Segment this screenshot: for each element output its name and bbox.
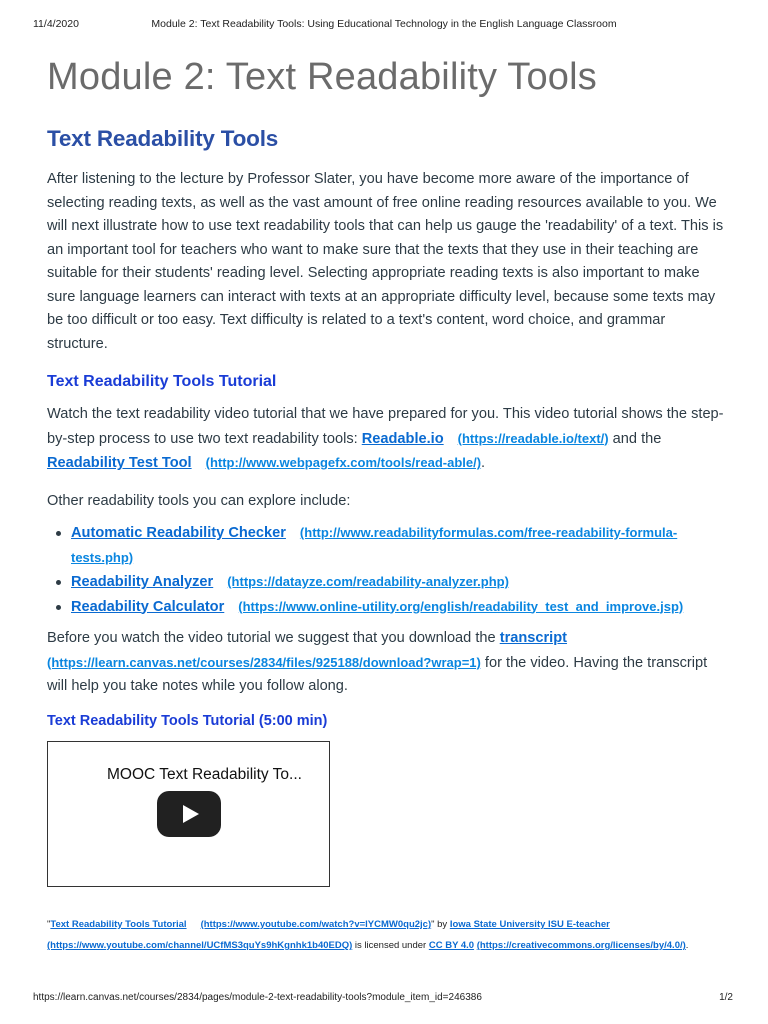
video-attribution [47,914,737,956]
attribution-author-link[interactable]: Iowa State University ISU E-teacher [449,919,610,930]
tutorial-heading: Text Readability Tools Tutorial [47,373,277,390]
readability-test-tool-link[interactable]: Readability Test Tool [47,455,192,471]
attribution-open-quote: " [47,919,51,930]
attribution-license-text: is licensed under [352,940,429,951]
list-item [47,570,727,595]
print-page-number: 1/2 [719,992,733,1003]
automatic-readability-checker-link[interactable]: Automatic Readability Checker [71,525,286,541]
readability-calculator-link[interactable]: Readability Calculator [71,598,225,615]
play-icon[interactable] [157,791,221,837]
watch-text-after: . [481,455,486,471]
video-heading: Text Readability Tools Tutorial (5:00 min) [47,712,328,729]
readability-analyzer-url-link[interactable]: (https://datayze.com/readability-analyzer.php) [227,574,509,589]
list-item [47,595,727,620]
attribution-end-text: . [685,940,689,951]
other-tools-intro: Other readability tools you can explore include: [47,492,351,509]
page-content [47,126,727,887]
attribution-license-link[interactable]: CC BY 4.0 [428,940,475,951]
transcript-text-after: for the video. Having the transcript will help you take notes while you follow along. [47,654,708,694]
print-date: 11/4/2020 [33,18,79,30]
other-tools-list [47,521,727,619]
print-header [33,18,735,32]
section-heading: Text Readability Tools [47,126,279,151]
readability-calculator-url-link[interactable]: (https://www.online-utility.org/english/readability_test_and_improve.jsp) [238,598,684,614]
watch-text-before: Watch the text readability video tutorial that we have prepared for you. This video tutorial shows the step-by-step process to use two text readability tools: [47,406,724,447]
transcript-text-before: Before you watch the video tutorial we suggest that you download the [47,630,500,646]
video-player[interactable] [47,741,330,887]
attribution-author-url-link[interactable]: (https://www.youtube.com/channel/UCfMS3quYs9hKgnhk1b40EDQ) [47,940,353,951]
attribution-by-text: " by [431,919,450,930]
automatic-readability-checker-url-link[interactable]: (http://www.readabilityformulas.com/free-readability-formula-tests.php) [71,525,678,565]
readability-test-tool-url-link[interactable]: (http://www.webpagefx.com/tools/read-able/) [205,455,482,470]
watch-paragraph [47,403,727,476]
list-item [47,521,727,570]
transcript-url-link[interactable]: (https://learn.canvas.net/courses/2834/files/925188/download?wrap=1) [47,654,481,670]
attribution-video-url-link[interactable]: (https://www.youtube.com/watch?v=lYCMW0qu2jc) [200,919,432,930]
attribution-license-url-link[interactable]: (https://creativecommons.org/licenses/by/4.0/) [476,940,686,951]
intro-paragraph: After listening to the lecture by Professor Slater, you have become more aware of the importance of selecting reading texts, as well as the vast amount of free online reading resources available to you. We will next illustrate how to use text readability tools that can help us gauge the 'readability' of a text. This is an important tool for teachers who want to make sure that the texts that they use in their teaching are suitable for their students' reading level. Selecting appropriate reading texts is also important to make sure language learners can interact with texts at an appropriate difficulty level, because some texts may be too difficult or too easy. Text difficulty is related to a text's content, word choice, and grammar structure. [47,171,724,352]
print-footer-url: https://learn.canvas.net/courses/2834/pages/module-2-text-readability-tools?module_item_id=246386 [33,992,482,1003]
transcript-paragraph [47,627,727,699]
transcript-link[interactable]: transcript [499,630,568,646]
page-title: Module 2: Text Readability Tools [47,56,597,98]
video-title[interactable]: MOOC Text Readability To... [107,765,302,783]
readability-analyzer-link[interactable]: Readability Analyzer [71,574,214,590]
readable-io-url-link[interactable]: (https://readable.io/text/) [457,430,609,446]
attribution-video-link[interactable]: Text Readability Tools Tutorial [50,919,187,930]
readable-io-link[interactable]: Readable.io [361,430,444,447]
watch-text-middle: and the [608,430,662,447]
print-document-title: Module 2: Text Readability Tools: Using Educational Technology in the English Language Classroom [151,18,617,30]
